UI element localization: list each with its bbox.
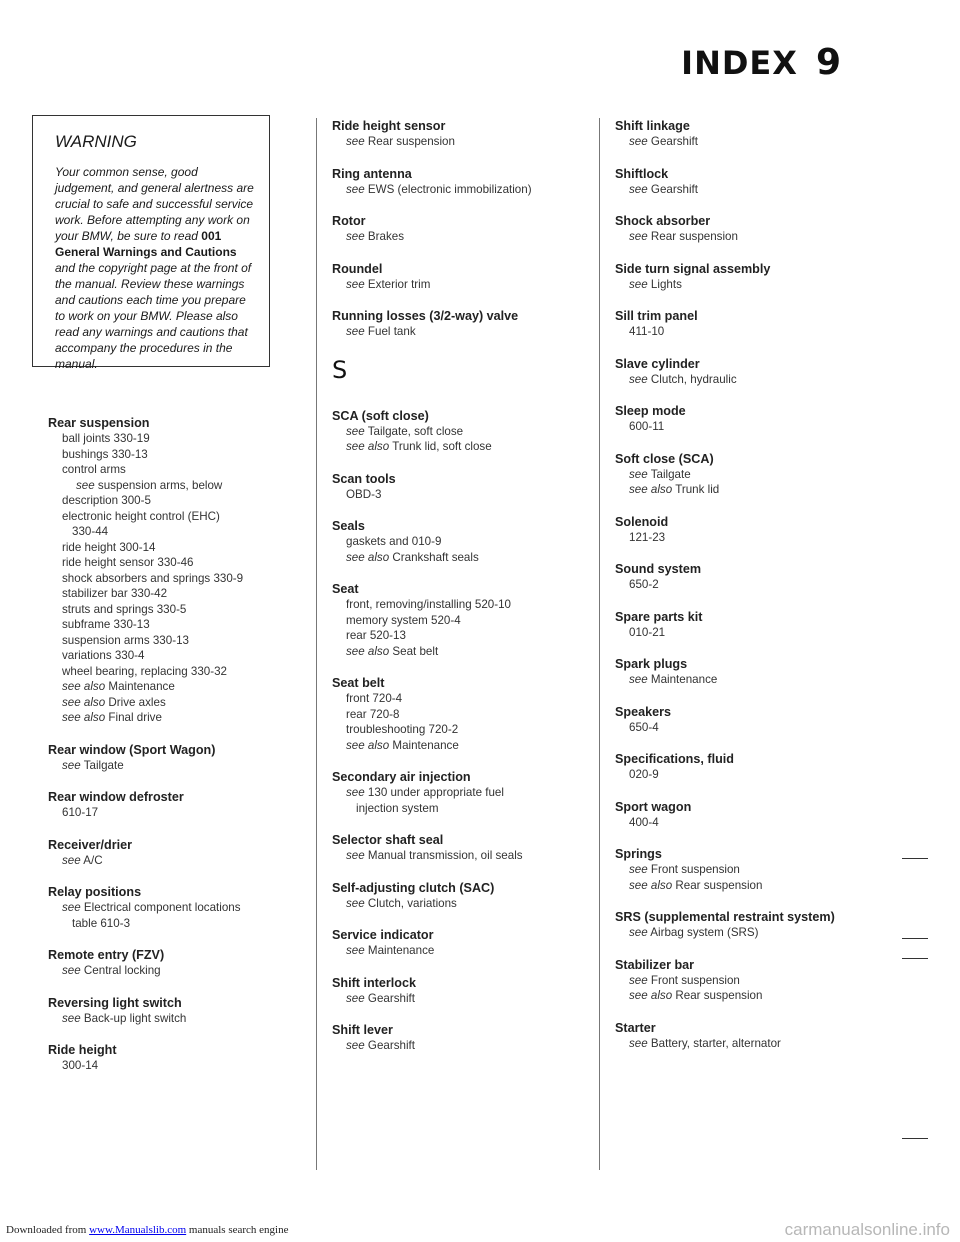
subentry-text: 610-17 [62, 806, 99, 819]
index-entry [332, 166, 592, 198]
index-term: Rotor [332, 214, 366, 228]
index-term: Shift interlock [332, 975, 416, 990]
subentry-text: 650-2 [629, 578, 659, 591]
subentry-text: Front suspension [647, 973, 740, 987]
index-subentry [48, 586, 288, 602]
margin-mark [902, 1138, 928, 1139]
subentry-text: Front suspension [647, 863, 740, 876]
margin-mark [902, 858, 928, 859]
subentry-text: Maintenance [105, 680, 175, 693]
see-reference: see also [62, 711, 106, 724]
index-subentry [332, 707, 592, 723]
subentry-text: subframe 330-13 [62, 618, 150, 631]
subentry-text: Electrical component locations [80, 901, 241, 914]
subentry-text: table 610-3 [72, 916, 131, 930]
see-reference: see [346, 424, 365, 438]
subentry-text: description 300-5 [62, 494, 151, 507]
index-subentry [615, 625, 895, 641]
subentry-text: rear 720-8 [346, 707, 400, 721]
warning-reference: 001 General Warnings and Cautions [55, 229, 237, 259]
index-entry [332, 581, 592, 659]
subentry-text: ball joints 330-19 [62, 432, 150, 445]
see-reference: see [346, 277, 365, 291]
index-term: SCA (soft close) [332, 408, 429, 423]
index-term: Service indicator [332, 928, 434, 942]
subentry-text: suspension arms, below [94, 478, 223, 492]
index-subentry [615, 482, 895, 498]
index-entry [615, 1020, 895, 1052]
index-subentry [615, 530, 895, 546]
see-reference: see [62, 1011, 81, 1025]
index-entry [332, 471, 592, 503]
index-subentry [48, 633, 288, 649]
see-reference: see [629, 277, 648, 291]
subentry-text: Gearshift [364, 1039, 415, 1052]
index-subentry [332, 277, 592, 293]
subentry-text: Back-up light switch [80, 1011, 187, 1025]
index-entry [332, 832, 592, 864]
see-reference: see [346, 325, 365, 338]
index-term: Self-adjusting clutch (SAC) [332, 880, 495, 895]
see-reference: see [62, 964, 81, 977]
index-term: Secondary air injection [332, 770, 471, 784]
index-entry [615, 356, 895, 388]
subentry-text: Gearshift [364, 991, 415, 1005]
index-subentry [332, 991, 592, 1007]
see-reference: see [62, 901, 81, 914]
subentry-text: Rear suspension [672, 878, 763, 892]
index-term: Stabilizer bar [615, 957, 695, 972]
index-subentry [332, 785, 592, 801]
subentry-text: Maintenance [364, 944, 435, 957]
see-reference: see [76, 478, 95, 492]
see-reference: see also [62, 695, 106, 709]
subentry-text: A/C [80, 853, 103, 867]
column-divider-left [316, 118, 317, 1170]
index-subentry [332, 597, 592, 613]
subentry-text: Central locking [80, 964, 161, 977]
subentry-text: bushings 330-13 [62, 447, 148, 461]
index-term: Shiftlock [615, 166, 669, 181]
index-subentry [615, 878, 895, 894]
footer-prefix: Downloaded from [6, 1224, 90, 1236]
index-term: Slave cylinder [615, 356, 700, 371]
index-entry [615, 909, 895, 941]
index-subentry [615, 815, 895, 831]
subentry-text: ride height 300-14 [62, 540, 156, 554]
index-entry [615, 213, 895, 245]
index-subentry [332, 424, 592, 440]
subentry-text: 400-4 [629, 815, 659, 829]
index-term: Ride height sensor [332, 119, 446, 133]
index-subentry [48, 900, 288, 916]
see-reference: see [629, 372, 648, 386]
subentry-text: rear 520-13 [346, 629, 406, 642]
index-term: Ride height [48, 1043, 117, 1057]
see-reference: see [629, 926, 648, 939]
index-entry [615, 751, 895, 783]
index-subentry [48, 617, 288, 633]
index-term: Sound system [615, 562, 702, 576]
subentry-text: 130 under appropriate fuel [364, 786, 504, 799]
index-term: Shift linkage [615, 119, 690, 133]
index-term: Selector shaft seal [332, 833, 444, 847]
index-subentry [332, 487, 592, 503]
subentry-text: front 720-4 [346, 692, 403, 705]
subentry-text: injection system [356, 801, 439, 815]
subentry-text: Manual transmission, oil seals [364, 849, 523, 862]
see-reference: see also [62, 680, 106, 693]
subentry-text: Rear suspension [647, 230, 738, 243]
index-term: Running losses (3/2-way) valve [332, 309, 519, 323]
index-subentry [48, 509, 288, 525]
index-entry [615, 846, 895, 893]
index-subentry [615, 229, 895, 245]
see-reference: see [346, 786, 365, 799]
index-subentry [615, 419, 895, 435]
warning-body [55, 164, 269, 372]
index-term: Spark plugs [615, 657, 688, 671]
index-subentry [332, 896, 592, 912]
index-subentry [48, 758, 288, 774]
index-term: Sill trim panel [615, 309, 698, 323]
subentry-text: suspension arms 330-13 [62, 633, 189, 647]
index-column-2 [332, 118, 592, 1070]
see-reference: see [346, 849, 365, 862]
index-entry [615, 403, 895, 435]
subentry-text: memory system 520-4 [346, 613, 461, 627]
index-subentry [615, 134, 895, 150]
see-reference: see also [346, 550, 390, 564]
see-reference: see [346, 135, 365, 148]
see-reference: see also [346, 738, 390, 752]
index-subentry [615, 182, 895, 198]
index-entry [48, 837, 288, 869]
subentry-text: Gearshift [647, 182, 698, 196]
index-subentry [615, 767, 895, 783]
index-subentry [48, 447, 288, 463]
index-entry [48, 995, 288, 1027]
page-header [681, 42, 842, 83]
see-reference: see [346, 944, 365, 957]
index-subentry [615, 277, 895, 293]
index-subentry [615, 720, 895, 736]
subentry-text: Rear suspension [672, 989, 763, 1002]
index-entry [332, 408, 592, 455]
subentry-text: stabilizer bar 330-42 [62, 587, 168, 600]
subentry-text: Battery, starter, alternator [647, 1036, 781, 1050]
index-entry [332, 261, 592, 293]
index-entry [332, 308, 592, 340]
warning-box [32, 115, 270, 371]
see-reference: see [346, 182, 365, 196]
see-reference: see [629, 863, 648, 876]
index-subentry [615, 862, 895, 878]
index-entry [615, 609, 895, 641]
index-term: Solenoid [615, 514, 669, 529]
subentry-text: Brakes [364, 230, 405, 243]
subentry-text: Gearshift [647, 135, 698, 148]
index-term: Rear suspension [48, 416, 150, 430]
index-subentry [615, 925, 895, 941]
index-term: Spare parts kit [615, 609, 703, 624]
index-subentry [332, 439, 592, 455]
index-subentry [48, 431, 288, 447]
index-subentry [332, 722, 592, 738]
index-entry [615, 656, 895, 688]
index-term: Remote entry (FZV) [48, 948, 165, 962]
index-entry [332, 927, 592, 959]
index-subentry [615, 577, 895, 593]
index-entry [48, 415, 288, 726]
subentry-text: Crankshaft seals [389, 550, 479, 564]
index-subentry [48, 664, 288, 680]
index-subentry [48, 493, 288, 509]
index-term: Scan tools [332, 471, 396, 486]
index-term: Reversing light switch [48, 995, 182, 1010]
subentry-text: Rear suspension [364, 135, 455, 148]
subentry-text: 121-23 [629, 530, 666, 544]
subentry-text: Maintenance [647, 673, 718, 686]
index-term: SRS (supplemental restraint system) [615, 910, 835, 924]
index-subentry [48, 679, 288, 695]
subentry-text: Airbag system (SRS) [647, 926, 759, 939]
subentry-text: Trunk lid, soft close [389, 440, 492, 453]
index-column-1 [48, 415, 288, 1090]
subentry-text: Clutch, hydraulic [647, 372, 737, 386]
subentry-text: Tailgate, soft close [364, 424, 464, 438]
see-reference: see [629, 973, 648, 987]
index-term: Side turn signal assembly [615, 261, 771, 276]
see-reference: see also [346, 644, 390, 658]
warning-text-2: and the copyright page at the front of the manual. Review these warnings and cautions each time you prepare to work on your BMW. Please also read any warnings and cautions that accompany the procedures in the manual. [55, 261, 252, 371]
subentry-text: 411-10 [629, 325, 665, 338]
see-reference: see [629, 230, 648, 243]
index-term: Starter [615, 1020, 656, 1035]
index-entry [332, 1022, 592, 1054]
see-reference: see also [629, 878, 673, 892]
index-subentry [48, 524, 288, 540]
index-subentry [48, 916, 288, 932]
index-subentry [332, 738, 592, 754]
see-reference: see [346, 230, 365, 243]
subentry-text: Maintenance [389, 738, 459, 752]
index-entry [332, 675, 592, 753]
subentry-text: 300-14 [62, 1059, 99, 1072]
see-reference: see [629, 182, 648, 196]
index-entry [332, 769, 592, 816]
index-subentry [48, 478, 288, 494]
manualslib-link[interactable]: www.Manualslib.com [89, 1224, 187, 1236]
index-entry [615, 957, 895, 1004]
index-entry [48, 1042, 288, 1074]
index-term: Roundel [332, 261, 383, 276]
index-subentry [615, 973, 895, 989]
index-entry [332, 518, 592, 565]
index-subentry [48, 695, 288, 711]
index-entry [48, 947, 288, 979]
index-entry [615, 704, 895, 736]
margin-mark [902, 958, 928, 959]
index-subentry [48, 853, 288, 869]
index-subentry [332, 613, 592, 629]
index-subentry [332, 182, 592, 198]
see-reference: see also [346, 440, 390, 453]
index-entry [615, 166, 895, 198]
see-reference: see [346, 1039, 365, 1052]
index-subentry [48, 805, 288, 821]
warning-text-1: Your common sense, good judgement, and general alertness are crucial to safe and successful service work. Before attempting any work on your BMW, be sure to read [55, 165, 254, 243]
subentry-text: Final drive [105, 711, 162, 724]
index-term: Rear window defroster [48, 790, 184, 804]
subentry-text: ride height sensor 330-46 [62, 556, 194, 569]
index-term: Springs [615, 847, 662, 861]
index-entry [615, 308, 895, 340]
index-term: Rear window (Sport Wagon) [48, 742, 216, 757]
subentry-text: Seat belt [389, 644, 439, 658]
index-subentry [332, 943, 592, 959]
index-subentry [48, 462, 288, 478]
index-term: Soft close (SCA) [615, 451, 714, 466]
index-term: Sport wagon [615, 799, 692, 814]
subentry-text: 600-11 [629, 420, 665, 433]
index-term: Seals [332, 519, 365, 533]
section-letter: S [332, 355, 348, 384]
subentry-text: OBD-3 [346, 487, 382, 501]
subentry-text: Trunk lid [672, 483, 720, 496]
index-term: Shock absorber [615, 214, 711, 228]
index-entry [332, 880, 592, 912]
index-entry [615, 561, 895, 593]
index-subentry [615, 467, 895, 483]
index-entry [615, 451, 895, 498]
index-subentry [48, 648, 288, 664]
subentry-text: control arms [62, 463, 126, 476]
subentry-text: EWS (electronic immobilization) [364, 182, 532, 196]
watermark: carmanualsonline.info [784, 1220, 950, 1239]
index-term: Receiver/drier [48, 837, 133, 852]
index-entry [615, 799, 895, 831]
index-subentry [48, 1058, 288, 1074]
index-subentry [332, 134, 592, 150]
index-entry [615, 118, 895, 150]
index-entry [332, 213, 592, 245]
warning-title: WARNING [55, 132, 137, 151]
index-entry [48, 789, 288, 821]
index-entry [48, 884, 288, 931]
index-subentry [615, 1036, 895, 1052]
index-entry [332, 118, 592, 150]
index-subentry [332, 534, 592, 550]
index-entry [615, 514, 895, 546]
see-reference: see also [629, 989, 673, 1002]
subentry-text: 020-9 [629, 768, 659, 781]
index-term: Seat belt [332, 676, 385, 690]
margin-mark [902, 938, 928, 939]
see-reference: see [62, 758, 81, 772]
subentry-text: Tailgate [647, 467, 691, 481]
see-reference: see [346, 991, 365, 1005]
index-subentry [48, 555, 288, 571]
see-reference: see [629, 673, 648, 686]
index-subentry [332, 550, 592, 566]
subentry-text: Tailgate [80, 758, 124, 772]
subentry-text: troubleshooting 720-2 [346, 723, 459, 736]
index-subentry [615, 672, 895, 688]
index-subentry [332, 848, 592, 864]
index-term: Seat [332, 582, 359, 596]
subentry-text: Fuel tank [364, 325, 416, 338]
index-entry [332, 975, 592, 1007]
index-term: Ring antenna [332, 166, 412, 181]
index-subentry [615, 988, 895, 1004]
subentry-text: 010-21 [629, 625, 666, 639]
subentry-text: variations 330-4 [62, 649, 145, 662]
index-subentry [48, 710, 288, 726]
subentry-text: Drive axles [105, 695, 166, 709]
index-subentry [332, 628, 592, 644]
index-term: Relay positions [48, 885, 142, 899]
index-term: Speakers [615, 704, 672, 719]
index-subentry [48, 963, 288, 979]
see-reference: see [629, 135, 648, 148]
subentry-text: wheel bearing, replacing 330-32 [62, 664, 228, 678]
index-subentry [615, 324, 895, 340]
index-term: Shift lever [332, 1023, 393, 1037]
index-column-3 [615, 118, 895, 1067]
index-entry [48, 742, 288, 774]
index-term: Specifications, fluid [615, 752, 734, 766]
see-reference: see [62, 853, 81, 867]
index-subentry [332, 1038, 592, 1054]
subentry-text: electronic height control (EHC) [62, 509, 220, 523]
index-subentry [332, 691, 592, 707]
column-divider-right [599, 118, 600, 1170]
subentry-text: 650-4 [629, 720, 659, 734]
see-reference: see [629, 1036, 648, 1050]
subentry-text: 330-44 [72, 525, 109, 538]
subentry-text: shock absorbers and springs 330-9 [62, 571, 244, 585]
index-subentry [332, 229, 592, 245]
see-reference: see [629, 467, 648, 481]
subentry-text: gaskets and 010-9 [346, 535, 442, 548]
index-subentry [615, 372, 895, 388]
see-reference: see also [629, 483, 673, 496]
index-subentry [332, 324, 592, 340]
footer-suffix: manuals search engine [186, 1224, 289, 1236]
index-title: INDEX [681, 44, 798, 82]
index-subentry [48, 602, 288, 618]
subentry-text: struts and springs 330-5 [62, 602, 187, 616]
index-subentry [48, 540, 288, 556]
index-subentry [48, 1011, 288, 1027]
page-number: 9 [815, 42, 842, 83]
subentry-text: Exterior trim [364, 277, 431, 291]
index-term: Sleep mode [615, 404, 686, 418]
subentry-text: Lights [647, 277, 682, 291]
index-subentry [332, 801, 592, 817]
index-subentry [332, 644, 592, 660]
subentry-text: front, removing/installing 520-10 [346, 598, 511, 611]
subentry-text: Clutch, variations [364, 896, 457, 910]
index-entry [615, 261, 895, 293]
see-reference: see [346, 896, 365, 910]
footer [6, 1224, 288, 1236]
index-subentry [48, 571, 288, 587]
